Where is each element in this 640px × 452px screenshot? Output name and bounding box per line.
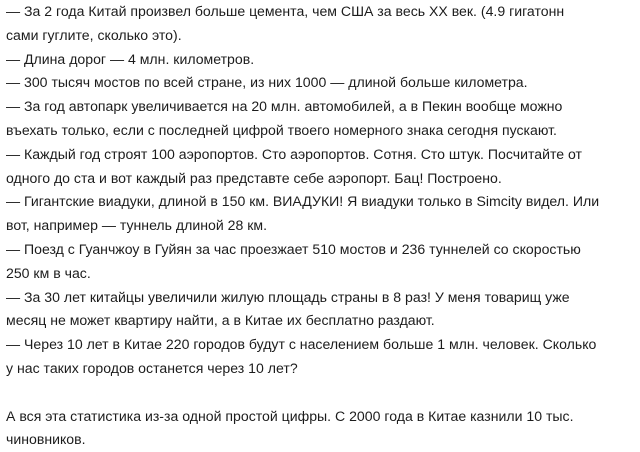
text-line: у нас таких городов останется через 10 лет? <box>6 359 298 376</box>
text-line: — За 30 лет китайцы увеличили жилую площадь страны в 8 раз! У меня товарищ уже <box>6 288 570 305</box>
text-line: 250 км в час. <box>6 264 91 281</box>
text-line: — Длина дорог — 4 млн. километров. <box>6 50 255 67</box>
text-line: одного до ста и вот каждый раз представте себе аэропорт. Бац! Построено. <box>6 169 502 186</box>
text-line: сами гуглите, сколько это). <box>6 26 182 43</box>
text-line: — Через 10 лет в Китае 220 городов будут с населением больше 1 млн. человек. Сколько <box>6 336 597 353</box>
text-line: вот, например — туннель длиной 28 км. <box>6 217 268 234</box>
text-line: — Поезд с Гуанчжоу в Гуйян за час проезжает 510 мостов и 236 туннелей со скоростью <box>6 240 581 257</box>
paragraph-gap <box>6 381 636 405</box>
closing-line: чиновников. <box>6 431 86 448</box>
text-line: месяц не может квартиру найти, а в Китае их бесплатно раздают. <box>6 312 435 329</box>
article-text <box>6 0 636 452</box>
closing-line: А вся эта статистика из-за одной простой цифры. С 2000 года в Китае казнили 10 тыс. <box>6 407 574 424</box>
text-line: — За 2 года Китай произвел больше цемента, чем США за весь ХХ век. (4.9 гигатонн <box>6 3 565 19</box>
text-line: — 300 тысяч мостов по всей стране, из них 1000 — длиной больше километра. <box>6 74 528 91</box>
text-line: — Гигантские виадуки, длиной в 150 км. ВИАДУКИ! Я виадуки только в Simcity видел. Или <box>6 193 600 210</box>
text-line: въехать только, если с последней цифрой твоего номерного знака сегодня пускают. <box>6 121 557 138</box>
text-line: — Каждый год строят 100 аэропортов. Сто аэропортов. Сотня. Сто штук. Посчитайте от <box>6 145 582 162</box>
text-line: — За год автопарк увеличивается на 20 млн. автомобилей, а в Пекин вообще можно <box>6 98 563 115</box>
